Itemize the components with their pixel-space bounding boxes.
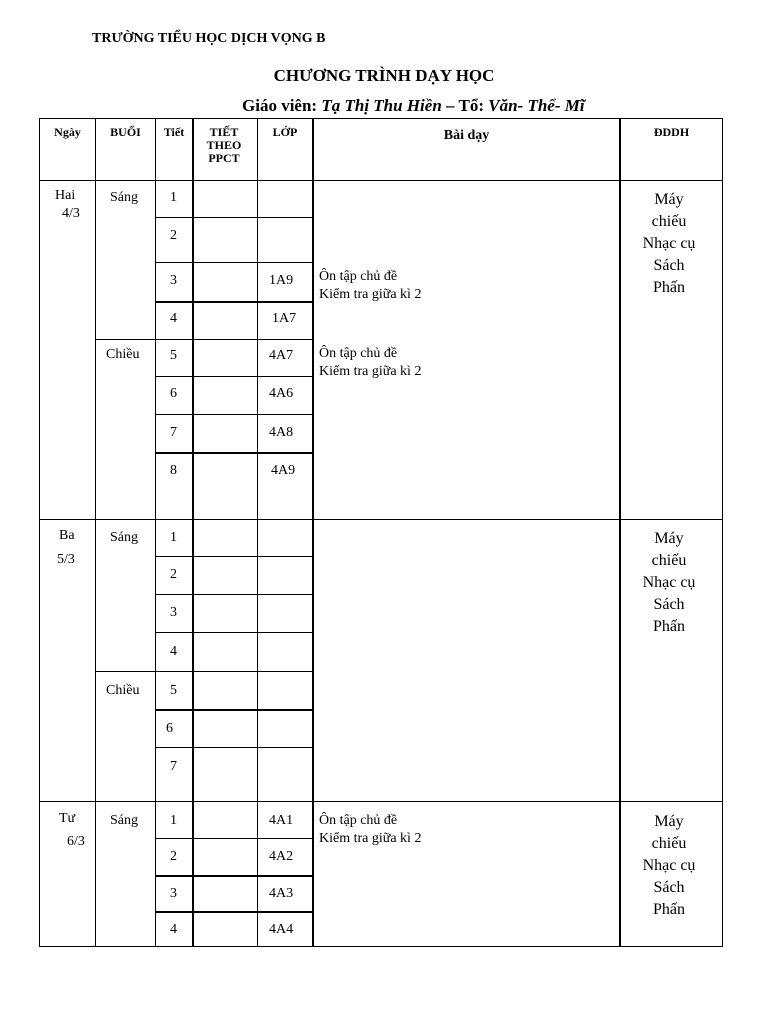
- row-line: [95, 671, 313, 672]
- header-bottom: [39, 180, 723, 181]
- period-number: 2: [170, 849, 177, 864]
- period-number: 6: [170, 386, 177, 401]
- page-title: CHƯƠNG TRÌNH DẠY HỌC: [273, 66, 495, 85]
- period-number: 5: [170, 683, 177, 698]
- period-number: 4: [170, 922, 177, 937]
- header-class: LỚP: [272, 125, 298, 139]
- period-number: 6: [166, 721, 173, 736]
- row-line: [155, 301, 313, 303]
- col-divider-1: [95, 118, 96, 947]
- row-line: [155, 838, 313, 839]
- col-divider-4: [257, 118, 258, 947]
- period-number: 7: [170, 759, 177, 774]
- class-code: 1A7: [272, 311, 297, 326]
- header-ppct: TIẾT THEO PPCT: [206, 125, 242, 165]
- session-morning: Sáng: [110, 813, 138, 828]
- class-code: 4A2: [269, 849, 294, 864]
- equipment-list: Máy chiếu Nhạc cụ Sách Phấn: [642, 813, 696, 918]
- class-code: 4A6: [269, 386, 294, 401]
- period-number: 3: [170, 273, 177, 288]
- table-border-left: [39, 118, 40, 947]
- header-day: Ngày: [54, 125, 81, 139]
- school-name: TRƯỜNG TIỂU HỌC DỊCH VỌNG B: [92, 31, 326, 46]
- col-divider-3: [192, 118, 194, 947]
- row-line: [155, 376, 313, 377]
- day-divider-1: [39, 519, 723, 520]
- period-number: 4: [170, 644, 177, 659]
- session-afternoon: Chiều: [106, 347, 140, 362]
- group-name: Văn- Thể- Mĩ: [488, 96, 585, 115]
- day-date: 5/3: [57, 552, 75, 567]
- period-number: 3: [170, 605, 177, 620]
- row-line: [155, 911, 313, 913]
- period-number: 7: [170, 425, 177, 440]
- class-code: 4A1: [269, 813, 294, 828]
- dash: –: [446, 96, 455, 115]
- teacher-label: Giáo viên:: [242, 96, 318, 115]
- table-border-top: [39, 118, 723, 119]
- row-line: [155, 262, 313, 263]
- row-line: [155, 594, 313, 595]
- row-line: [155, 747, 313, 748]
- session-afternoon: Chiều: [106, 683, 140, 698]
- equipment-list: Máy chiếu Nhạc cụ Sách Phấn: [642, 191, 696, 296]
- period-number: 1: [170, 190, 177, 205]
- teacher-line: [242, 96, 585, 116]
- session-morning: Sáng: [110, 190, 138, 205]
- class-code: 4A8: [269, 425, 294, 440]
- day-name: Ba: [59, 528, 75, 543]
- class-code: 1A9: [269, 273, 294, 288]
- header-equipment: ĐDDH: [653, 125, 690, 139]
- class-code: 4A9: [271, 463, 296, 478]
- table-border-bottom: [39, 946, 723, 947]
- header-period: Tiết: [163, 125, 185, 139]
- equipment-list: Máy chiếu Nhạc cụ Sách Phấn: [642, 530, 696, 635]
- header-lesson: Bài dạy: [443, 128, 490, 143]
- class-code: 4A3: [269, 886, 294, 901]
- row-line: [155, 875, 313, 877]
- teacher-name: Tạ Thị Thu Hiền: [321, 96, 442, 115]
- period-number: 2: [170, 567, 177, 582]
- group-label: Tổ:: [458, 96, 484, 115]
- row-line: [155, 452, 313, 454]
- lesson-text: Ôn tập chủ đề Kiểm tra giữa kì 2: [319, 269, 422, 302]
- table-border-right: [722, 118, 723, 947]
- day-date: 6/3: [67, 834, 85, 849]
- row-line: [155, 709, 313, 711]
- class-code: 4A4: [269, 922, 294, 937]
- row-line: [155, 632, 313, 633]
- row-line: [155, 556, 313, 557]
- col-divider-2: [155, 118, 156, 947]
- col-divider-5: [312, 118, 314, 947]
- day-name: Tư: [59, 811, 76, 826]
- class-code: 4A7: [269, 348, 294, 363]
- period-number: 8: [170, 463, 177, 478]
- day-date: 4/3: [62, 206, 80, 221]
- period-number: 5: [170, 348, 177, 363]
- period-number: 3: [170, 886, 177, 901]
- period-number: 2: [170, 228, 177, 243]
- lesson-text: Ôn tập chủ đề Kiểm tra giữa kì 2: [319, 813, 422, 846]
- row-line: [155, 414, 313, 415]
- session-morning: Sáng: [110, 530, 138, 545]
- lesson-text: Ôn tập chủ đề Kiểm tra giữa kì 2: [319, 346, 422, 379]
- col-divider-6: [619, 118, 621, 947]
- day-name: Hai: [55, 188, 76, 203]
- period-number: 4: [170, 311, 177, 326]
- row-line: [95, 339, 313, 340]
- header-session: BUỔI: [110, 125, 141, 139]
- period-number: 1: [170, 530, 177, 545]
- day-divider-2: [39, 801, 723, 802]
- row-line: [155, 217, 313, 218]
- period-number: 1: [170, 813, 177, 828]
